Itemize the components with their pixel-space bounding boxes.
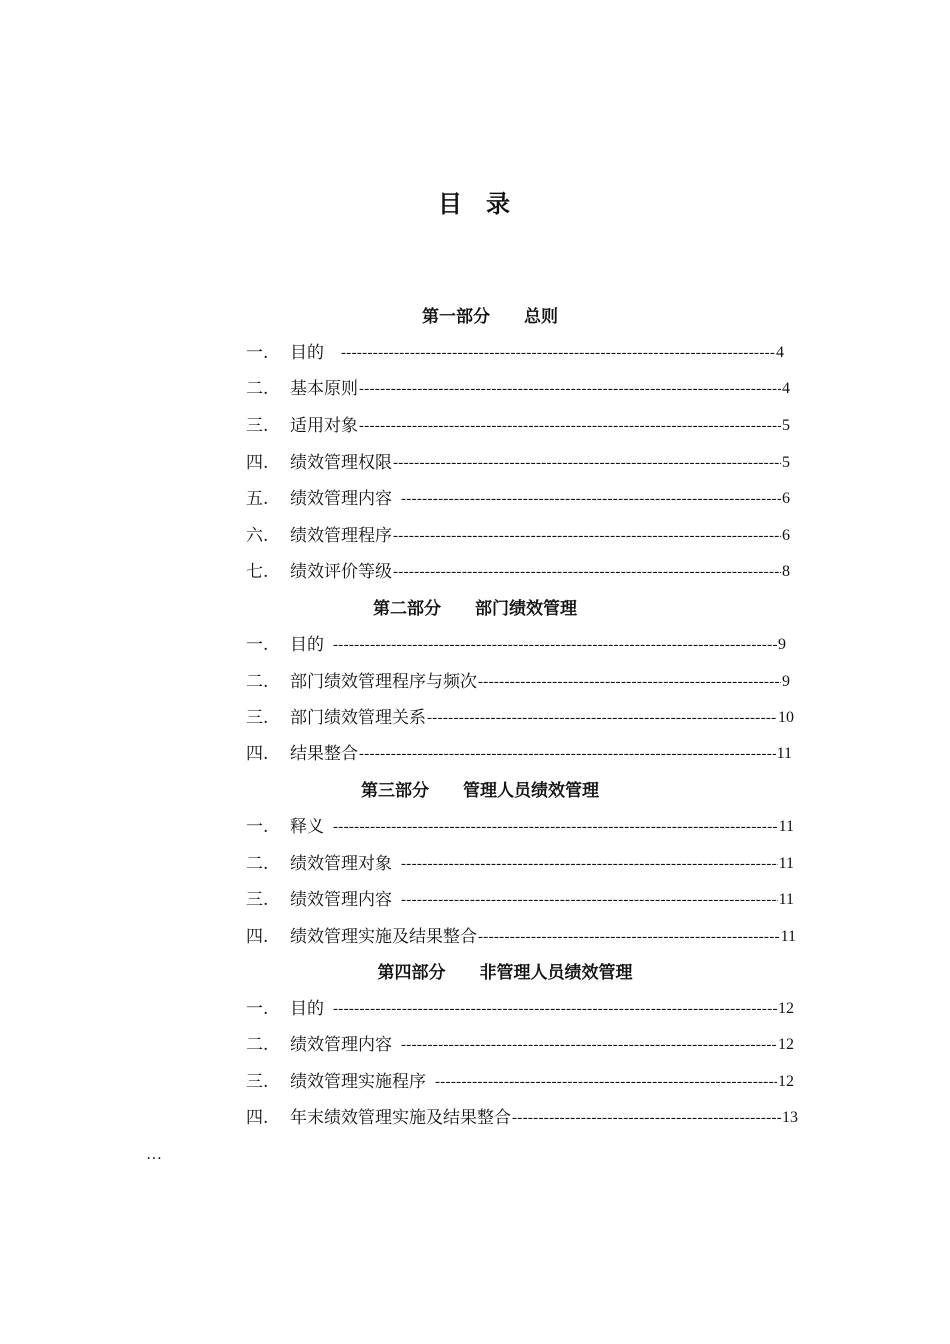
entry-number: 五.: [246, 489, 269, 509]
entry-number: 三.: [246, 890, 269, 910]
entry-label: 部门绩效管理程序与频次: [290, 672, 477, 692]
entry-label: 绩效管理实施程序: [290, 1072, 426, 1092]
toc-entry[interactable]: [246, 926, 796, 948]
entry-number: 六.: [246, 526, 269, 546]
entry-page-number: 13: [782, 1109, 798, 1126]
title-char-2: 录: [486, 189, 512, 218]
dot-leader: [393, 452, 781, 474]
part-name: 部门绩效管理: [475, 599, 577, 619]
toc-entry[interactable]: [246, 342, 784, 364]
entry-label: 绩效管理内容: [290, 1035, 392, 1055]
dot-leader: [435, 1071, 777, 1093]
dot-leader: [478, 671, 781, 693]
entry-number: 二.: [246, 1035, 269, 1055]
entry-label: 绩效管理对象: [290, 854, 392, 874]
entry-label: 绩效管理内容: [290, 489, 392, 509]
toc-entry[interactable]: [246, 634, 786, 656]
toc-entry[interactable]: [246, 415, 790, 437]
entry-label: 目的: [290, 635, 324, 655]
part-heading-2: [0, 598, 950, 620]
entry-number: 四.: [246, 927, 269, 947]
entry-number: 二.: [246, 854, 269, 874]
part-label: 第一部分: [422, 307, 490, 327]
entry-label: 目的: [290, 999, 324, 1019]
entry-page-number: 11: [778, 891, 794, 908]
toc-entry[interactable]: [246, 889, 794, 911]
entry-page-number: 5: [782, 454, 790, 471]
toc-entry[interactable]: [246, 853, 794, 875]
entry-label: 适用对象: [290, 416, 358, 436]
dot-leader: [341, 342, 775, 364]
dot-leader: [401, 1034, 777, 1056]
entry-number: 一.: [246, 999, 269, 1019]
entry-page-number: 11: [780, 928, 796, 945]
entry-page-number: 11: [778, 855, 794, 872]
toc-entry[interactable]: [246, 488, 790, 510]
toc-entry[interactable]: [246, 452, 790, 474]
dot-leader: [333, 998, 777, 1020]
entry-page-number: 6: [782, 490, 790, 507]
entry-page-number: 10: [778, 709, 794, 726]
part-label: 第二部分: [373, 599, 441, 619]
entry-page-number: 6: [782, 527, 790, 544]
toc-entry[interactable]: [246, 561, 790, 583]
dot-leader: [478, 926, 780, 948]
toc-entry[interactable]: [246, 816, 794, 838]
entry-page-number: 12: [778, 1000, 794, 1017]
entry-page-number: 11: [778, 818, 794, 835]
entry-number: 一.: [246, 343, 269, 363]
entry-number: 二.: [246, 379, 269, 399]
entry-number: 四.: [246, 744, 269, 764]
entry-label: 绩效管理程序: [290, 526, 392, 546]
entry-label: 释义: [290, 817, 324, 837]
entry-page-number: 9: [778, 636, 786, 653]
entry-page-number: 4: [782, 380, 790, 397]
part-name: 总则: [524, 307, 558, 327]
entry-label: 绩效评价等级: [290, 562, 392, 582]
dot-leader: [393, 525, 781, 547]
entry-label: 年末绩效管理实施及结果整合: [290, 1108, 511, 1128]
entry-page-number: 8: [782, 563, 790, 580]
entry-label: 目的: [290, 343, 324, 363]
entry-label: 部门绩效管理关系: [290, 708, 426, 728]
part-name: 管理人员绩效管理: [463, 781, 599, 801]
page-title: [0, 184, 950, 219]
entry-number: 三.: [246, 1072, 269, 1092]
dot-leader: [359, 415, 781, 437]
entry-page-number: 9: [782, 673, 790, 690]
entry-number: 三.: [246, 416, 269, 436]
dot-leader: [427, 707, 777, 729]
entry-page-number: 12: [778, 1036, 794, 1053]
dot-leader: [401, 488, 781, 510]
entry-label: 绩效管理内容: [290, 890, 392, 910]
toc-entry[interactable]: [246, 525, 790, 547]
entry-number: 一.: [246, 635, 269, 655]
part-heading-4: [0, 962, 950, 984]
toc-entry[interactable]: [246, 671, 790, 693]
dot-leader: [401, 889, 778, 911]
toc-entry[interactable]: [246, 1071, 794, 1093]
entry-number: 四.: [246, 453, 269, 473]
entry-label: 结果整合: [290, 744, 358, 764]
dot-leader: [512, 1107, 781, 1129]
toc-entry[interactable]: [246, 707, 794, 729]
dot-leader: [401, 853, 778, 875]
entry-number: 三.: [246, 708, 269, 728]
dot-leader: [333, 816, 778, 838]
entry-number: 四.: [246, 1108, 269, 1128]
entry-label: 基本原则: [290, 379, 358, 399]
dot-leader: [333, 634, 777, 656]
part-heading-1: [0, 306, 950, 328]
part-label: 第四部分: [377, 963, 446, 983]
title-char-1: 目: [438, 189, 464, 218]
entry-number: 一.: [246, 817, 269, 837]
dot-leader: [359, 378, 781, 400]
part-name: 非管理人员绩效管理: [479, 963, 633, 983]
entry-page-number: 12: [778, 1073, 794, 1090]
toc-entry[interactable]: [246, 743, 792, 765]
entry-page-number: 11: [776, 745, 792, 762]
entry-page-number: 4: [776, 344, 784, 361]
entry-number: 二.: [246, 672, 269, 692]
continuation-ellipsis: …: [146, 1146, 162, 1163]
part-label: 第三部分: [361, 781, 429, 801]
dot-leader: [393, 561, 781, 583]
toc-entry[interactable]: [246, 1107, 798, 1129]
entry-number: 七.: [246, 562, 269, 582]
entry-label: 绩效管理权限: [290, 453, 392, 473]
toc-entry[interactable]: [246, 998, 794, 1020]
part-heading-3: [0, 780, 950, 802]
toc-entry[interactable]: [246, 1034, 794, 1056]
entry-label: 绩效管理实施及结果整合: [290, 927, 477, 947]
entry-page-number: 5: [782, 417, 790, 434]
toc-entry[interactable]: [246, 378, 790, 400]
dot-leader: [359, 743, 776, 765]
